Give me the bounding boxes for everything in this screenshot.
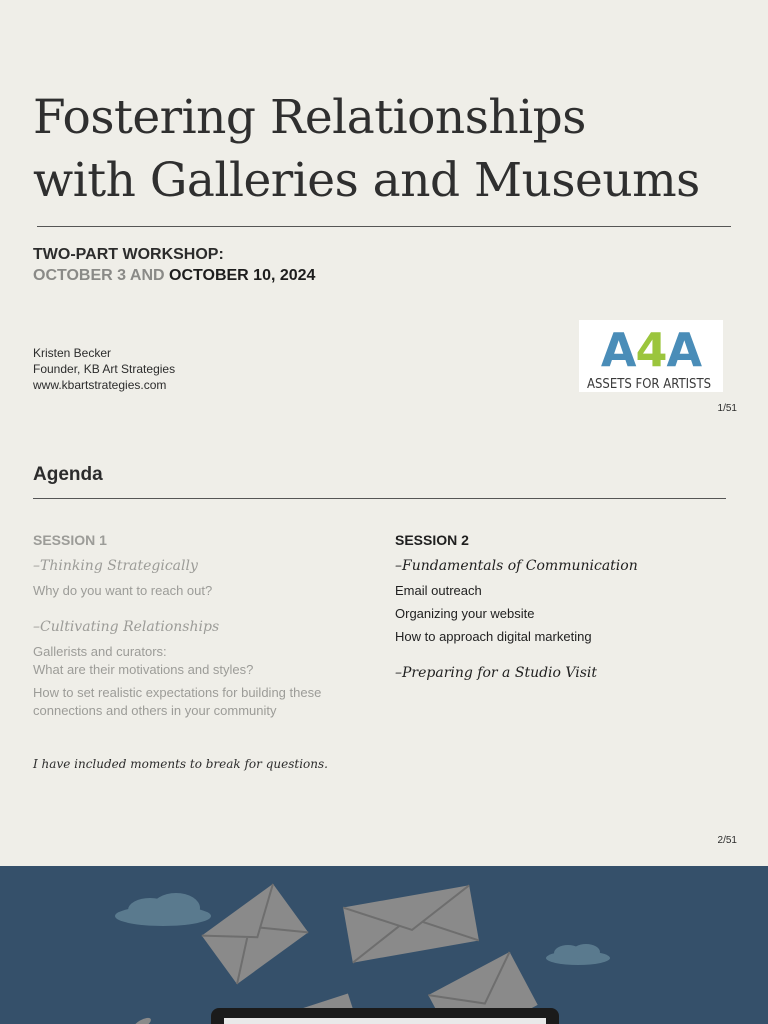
author-role: Founder, KB Art Strategies [33,362,176,376]
workshop-dates [33,267,315,285]
agenda-divider [33,498,726,499]
cloud-icon [115,893,211,926]
email-illustration [0,866,768,1024]
author-name: Kristen Becker [33,346,112,360]
session-1-item: What are their motivations and styles? [33,662,254,677]
page-number: 2/51 [717,835,737,846]
envelope-icon [343,885,479,962]
session-2-item: Organizing your website [395,606,535,621]
session-1-topic-1: –Thinking Strategically [33,558,198,574]
logo-caption: ASSETS FOR ARTISTS [586,377,712,392]
questions-note: I have included moments to break for questions. [33,757,328,771]
session-2-item: How to approach digital marketing [395,629,592,644]
session-1-item: How to set realistic expectations for building these connections and others in your community [33,685,322,718]
assets-for-artists-logo [579,320,723,392]
title-line-2: with Galleries and Museums [33,153,700,208]
session-1-item: Gallerists and curators: [33,644,167,659]
laptop-icon [211,1008,559,1024]
page-number: 1/51 [717,403,737,414]
session-1-item: Why do you want to reach out? [33,583,213,598]
title-slide [0,0,768,432]
date-session-1: OCTOBER 3 AND [33,267,170,284]
illustration-slide [0,866,768,1024]
session-2-topic-2: –Preparing for a Studio Visit [395,665,598,681]
session-2-label: SESSION 2 [395,532,469,548]
session-2-item: Email outreach [395,583,482,598]
session-2-topic-1: –Fundamentals of Communication [395,558,638,574]
session-2-column [395,532,725,689]
slide-title [33,86,700,212]
envelope-icon [202,884,308,984]
author-website: www.kbartstrategies.com [33,378,167,392]
svg-text:A4A: A4A [600,323,702,377]
agenda-heading: Agenda [33,464,103,485]
session-1-label: SESSION 1 [33,532,107,548]
agenda-slide [0,432,768,864]
workshop-label: TWO-PART WORKSHOP: [33,246,224,263]
session-1-topic-2: –Cultivating Relationships [33,619,220,635]
title-divider [37,226,731,227]
date-session-2: OCTOBER 10, 2024 [169,267,316,284]
cloud-icon [546,944,610,965]
session-1-column [33,532,363,725]
title-line-1: Fostering Relationships [33,90,586,145]
author-info [33,345,175,393]
